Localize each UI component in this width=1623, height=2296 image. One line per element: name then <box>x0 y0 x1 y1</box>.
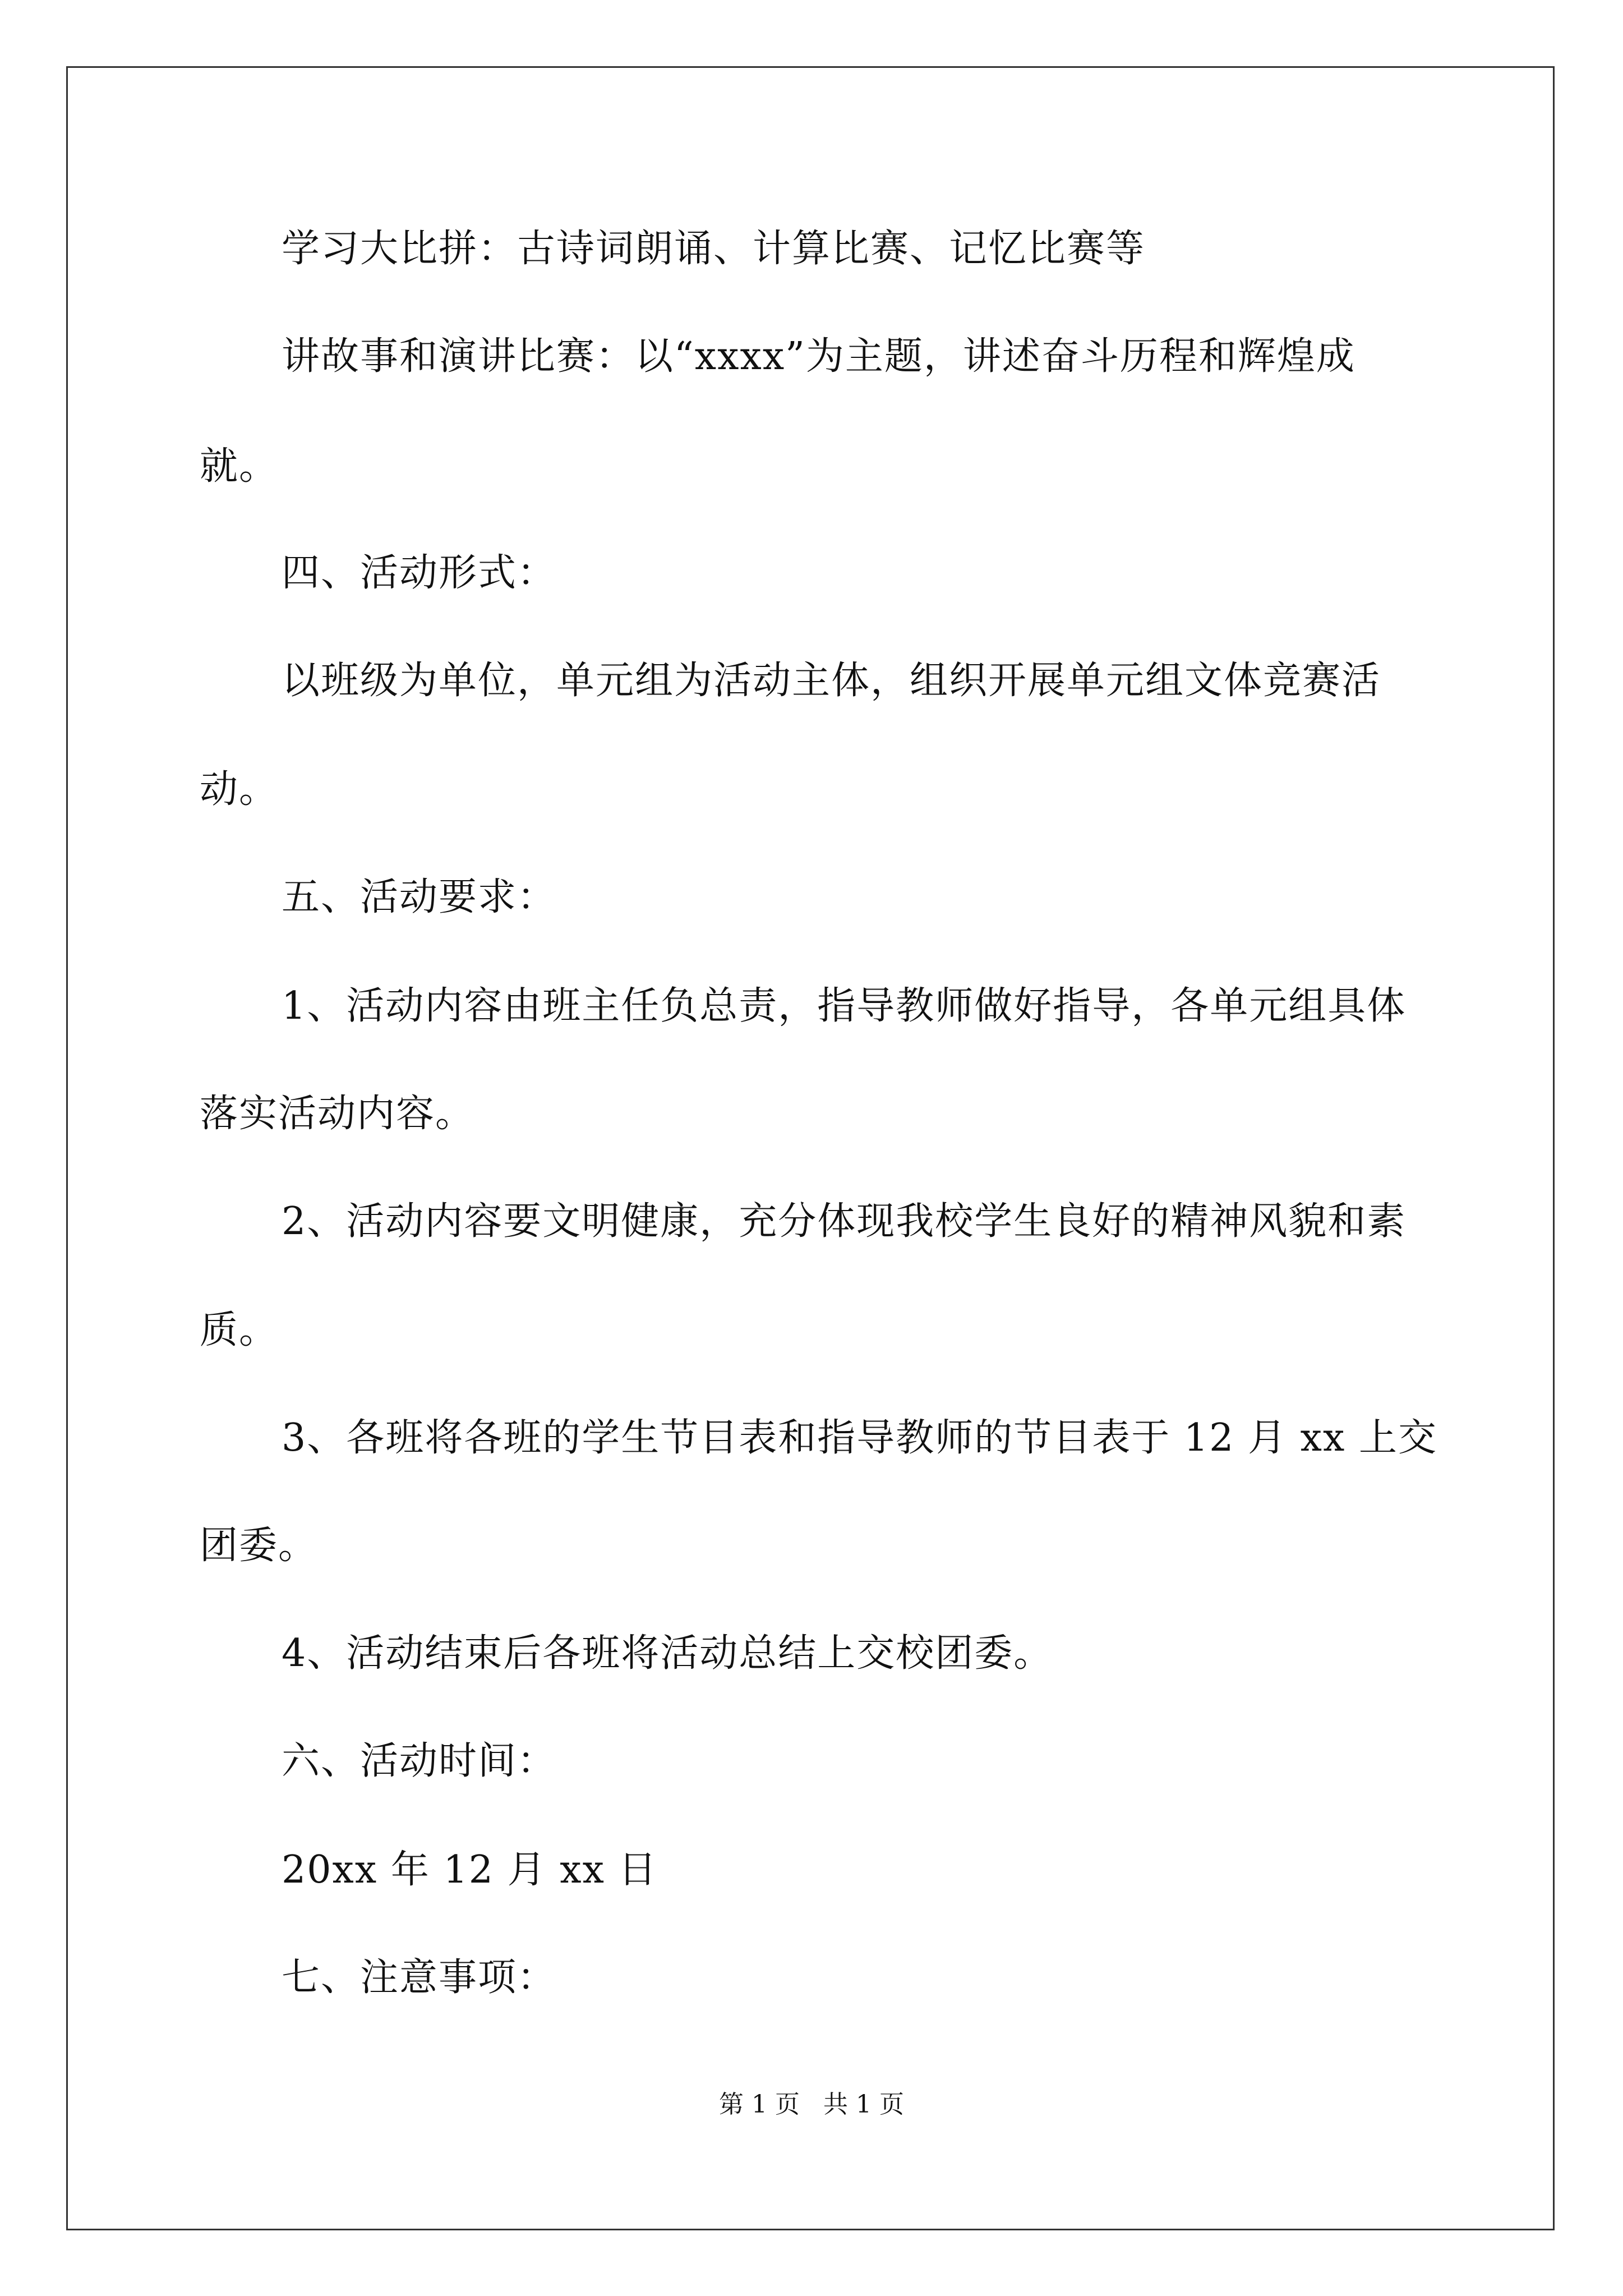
text-line-14: 4、活动结束后各班将活动总结上交校团委。 <box>282 1631 1053 1676</box>
text-line-13: 团委。 <box>200 1524 318 1568</box>
text-line-12: 3、各班将各班的学生节目表和指导教师的节目表于 12 月 xx 上交 <box>282 1416 1437 1460</box>
text-line-16: 20xx 年 12 月 xx 日 <box>282 1848 658 1892</box>
text-line-1: 学习大比拼：古诗词朗诵、计算比赛、记忆比赛等 <box>282 227 1146 271</box>
text-line-11: 质。 <box>200 1308 279 1352</box>
section-heading-5: 五、活动要求： <box>282 875 557 919</box>
text-line-2: 讲故事和演讲比赛：以“xxxx”为主题，讲述奋斗历程和辉煌成 <box>282 334 1355 379</box>
text-line-10: 2、活动内容要文明健康，充分体现我校学生良好的精神风貌和素 <box>282 1199 1407 1244</box>
page-footer: 第 1 页 共 1 页 <box>719 2090 904 2119</box>
page-border <box>66 66 1555 2230</box>
section-heading-4: 四、活动形式： <box>282 551 557 595</box>
section-heading-6: 六、活动时间： <box>282 1739 557 1783</box>
text-line-3: 就。 <box>200 444 279 489</box>
text-line-9: 落实活动内容。 <box>200 1092 475 1136</box>
text-line-8: 1、活动内容由班主任负总责，指导教师做好指导，各单元组具体 <box>282 984 1407 1028</box>
text-line-5: 以班级为单位，单元组为活动主体，组织开展单元组文体竞赛活 <box>282 659 1381 703</box>
section-heading-7: 七、注意事项： <box>282 1955 557 2000</box>
text-line-6: 动。 <box>200 767 279 812</box>
